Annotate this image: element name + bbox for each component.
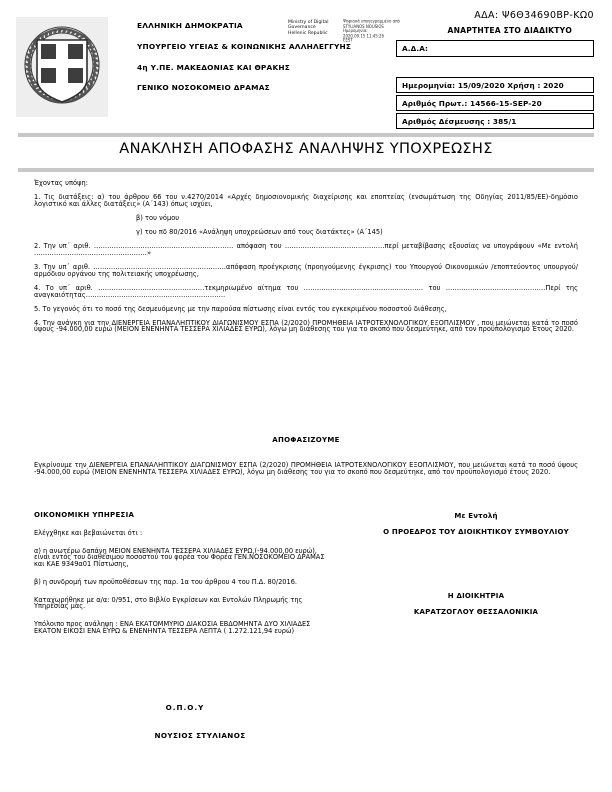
decision-text: Εγκρίνουμε την ΔΙΕΝΕΡΓΕΙΑ ΕΠΑΝΑΛΗΠΤΙΚΟΥ ΔΙΑΓΩΝΙΣΜΟΥ ΕΣΠΑ (2/2020) ΠΡΟΜΗΘΕΙΑ ΙΑΤΡΟΤΕΧΝΟΛΟΓΙΚΟΥ ΕΞΟΠΛΙΣΜΟΥ, που μειώνεται κατά το ποσό ύψους -94.000,00 ευρώ (ΜΕΙΟΝ ΕΝΕΝΗΝΤΑ ΤΕΣΣΕΡΑ ΧΙΛΙΑΔΕΣ ΕΥΡΩ), λόγω μη διάθεσης του για το σκοπό που δεσμεύτηκε, από τον προϋπολογισμό έτους 2020. (34, 461, 578, 476)
preamble-item-3: 3. Την υπ΄ αριθ. ……………………………………………………απόφαση προέγκρισης (προηγούμενης έγκρισης) του Υπουργού Οικονομικών /εποπτεύοντος υπουργού/αρμόδιου οργάνου της πολιτειακής υποχρέωσης, (34, 263, 578, 278)
stamp-date-label: Ημερομηνία: (343, 28, 368, 34)
stamp-timezone: EEST (343, 37, 353, 43)
info-box-commitment: Αριθμός Δέσμευσης : 385/1 (396, 113, 594, 129)
preamble-item-2: 2. Την υπ΄ αριθ. ……………………………………………………… απόφαση του ………………………………………περί μεταβίβασης εξουσίας να υπογράφουν «Με εντολή ……………………………………………» (34, 242, 578, 257)
stamp-line-governance: Governance (288, 25, 316, 31)
signature-stamp-details (343, 19, 403, 43)
stamp-line-republic: Hellenic Republic (288, 30, 328, 36)
decision-section (34, 462, 578, 483)
info-box-date: Ημερομηνία: 15/09/2020 Χρήση : 2020 (396, 77, 594, 93)
preamble-label: Έχοντας υπόψη: (34, 179, 88, 187)
decision-heading: ΑΠΟΦΑΣΙΖΟΥΜΕ (272, 436, 340, 444)
agency-line-ministry: ΥΠΟΥΡΓΕΙΟ ΥΓΕΙΑΣ & ΚΟΙΝΩΝΙΚΗΣ ΑΛΛΗΛΕΓΓΥΗΣ (137, 41, 352, 51)
preamble-item-4: 4. Το υπ΄ αριθ. …………………………………………τεκμηριωμένο αίτημα του ……………………………………………… του ………………………………………Περί της αναγκαιότητας……………………………………………………… (34, 283, 578, 299)
financial-service-title: ΟΙΚΟΝΟΜΙΚΗ ΥΠΗΡΕΣΙΑ (34, 511, 135, 519)
signature-by-order: Με Εντολή (454, 512, 498, 520)
digital-signature-stamp (288, 18, 406, 58)
signature-chairman-title: Ο ΠΡΟΕΔΡΟΣ ΤΟΥ ΔΙΟΙΚΗΤΙΚΟΥ ΣΥΜΒΟΥΛΙΟΥ (383, 528, 569, 536)
financial-registered-line: Καταχωρήθηκε με α/α: 0/951, στο Βιβλίο Εγκρίσεων και Εντολών Πληρωμής της Υπηρεσίας μας. (34, 595, 303, 611)
signature-administrator-name: ΚΑΡΑΤΖΟΓΛΟΥ ΘΕΣΣΑΛΟΝΙΚΙΑ (413, 608, 539, 616)
financial-remaining-line: Υπόλοιπο προς ανάληψη : ΕΝΑ ΕΚΑΤΟΜΜΥΡΙΟ ΔΙΑΚΟΣΙΑ ΕΒΔΟΜΗΝΤΑ ΔΥΟ ΧΙΛΙΑΔΕΣ ΕΚΑΤΟΝ ΕΙΚΟΣΙ ΕΝΑ ΕΥΡΩ & ΕΝΕΝΗΝΤΑ ΤΕΣΣΕΡΑ ΛΕΠΤΑ ( 1.272.121,94 ευρώ) (34, 619, 311, 635)
ada-code-text: ΑΔΑ: Ψ6Θ34690ΒΡ-ΚΩ0 (474, 10, 594, 21)
financial-checked-line: Ελέγχθηκε και βεβαιώνεται ότι : (34, 529, 143, 537)
preamble-item-6: 4. Την ανάγκη για την ΔΙΕΝΕΡΓΕΙΑ ΕΠΑΝΑΛΗΠΤΙΚΟΥ ΔΙΑΓΩΝΙΣΜΟΥ ΕΣΠΑ (2/2020) ΠΡΟΜΗΘΕΙΑ ΙΑΤΡΟΤΕΧΝΟΛΟΓΙΚΟΥ ΕΞΟΠΛΙΣΜΟΥ , που μειώνεται κατά το ποσό ύψους -94.000,00 ευρώ (ΜΕΙΟΝ ΕΝΕΝΗΝΤΑ ΤΕΣΣΕΡΑ ΧΙΛΙΑΔΕΣ ΕΥΡΩ), λόγω μη διάθεσης του για το σκοπό που δεσμεύτηκε, από τον προϋπολογισμό Έτους 2020. (34, 318, 578, 334)
divider-top (18, 133, 594, 137)
financial-service-block (34, 512, 334, 645)
preamble-item-1: 1. Τις διατάξεις: α) του άρθρου 66 του ν.4270/2014 «Αρχές δημοσιονομικής διαχείρισης και εποπτείας (ενσωμάτωση της Οδηγίας 2011/85/ΕΕ)-δημόσιο λογιστικό και άλλες διατάξεις» (Α΄143) όπως ισχύει, (34, 193, 578, 208)
page-title: ΑΝΑΚΛΗΣΗ ΑΠΟΦΑΣΗΣ ΑΝΑΛΗΨΗΣ ΥΠΟΧΡΕΩΣΗΣ (119, 140, 493, 157)
preamble-section (34, 180, 578, 341)
stamp-signer-name: STYLIANOS NOUSIOS (343, 23, 384, 29)
divider-bottom (18, 168, 594, 172)
preamble-item-5: 5. Το γεγονός ότι το ποσό της δεσμευόμενης με την παρούσα πίστωσης είναι εντός του εγκεκριμένου ποσοστού διάθεσης, (34, 304, 447, 313)
financial-item-b: β) η συνδρομή των προϋποθέσεων της παρ. 1α του άρθρου 4 του Π.Δ. 80/2016. (34, 577, 297, 586)
preamble-item-1c: γ) του πδ 80/2016 «Ανάληψη υποχρεώσεων από τους διατάκτες» (Α΄145) (136, 228, 383, 237)
info-box-ada: Α.Δ.Α: (396, 40, 594, 57)
info-box-protocol: Αριθμός Πρωτ.: 14566-15-SEP-20 (396, 95, 594, 111)
agency-line-hospital: ΓΕΝΙΚΟ ΝΟΣΟΚΟΜΕΙΟ ΔΡΑΜΑΣ (137, 83, 270, 93)
coat-of-arms-icon (16, 17, 108, 117)
agency-line-republic: ΕΛΛΗΝΙΚΗ ΔΗΜΟΚΡΑΤΙΑ (137, 21, 243, 30)
document-header (0, 0, 612, 128)
stamp-date-value: 2020.09.15 11:45:26 (343, 32, 384, 39)
agency-line-region: 4η Υ.ΠΕ. ΜΑΚΕΔΟΝΙΑΣ ΚΑΙ ΘΡΑΚΗΣ (137, 62, 291, 72)
financial-item-a: α) η ανωτέρω δαπάνη ΜΕΙΟΝ ΕΝΕΝΗΝΤΑ ΤΕΣΣΕΡΑ ΧΙΛΙΑΔΕΣ ΕΥΡΩ,(-94.000,00 ευρώ), είναι εντός του διαθέσιμου ποσοστού του φορέα του Φορέα ΓΕΝ.ΝΟΣΟΚΟΜΕΙΟ ΔΡΑΜΑΣ και ΚΑΕ 9349α01 Πίστωσης, (34, 546, 325, 568)
stamp-signed-by: Ψηφιακά υπογεγραμμένο από (343, 18, 400, 24)
preamble-item-1b: β) του νόμου (136, 213, 180, 222)
opy-label: Ο.Π.Ο.Υ (165, 703, 205, 712)
opy-signer-name: ΝΟΥΣΙΟΣ ΣΤΥΛΙΑΝΟΣ (154, 731, 246, 740)
public-posting-label: ΑΝΑΡΤΗΤΕΑ ΣΤΟ ΔΙΑΔΙΚΤΥΟ (447, 26, 572, 35)
greek-coat-of-arms-emblem (16, 17, 108, 117)
signature-stamp-authority (288, 20, 340, 36)
signature-administrator-title: Η ΔΙΟΙΚΗΤΡΙΑ (447, 592, 505, 600)
stamp-line-ministry: Ministry of Digital (288, 20, 329, 25)
